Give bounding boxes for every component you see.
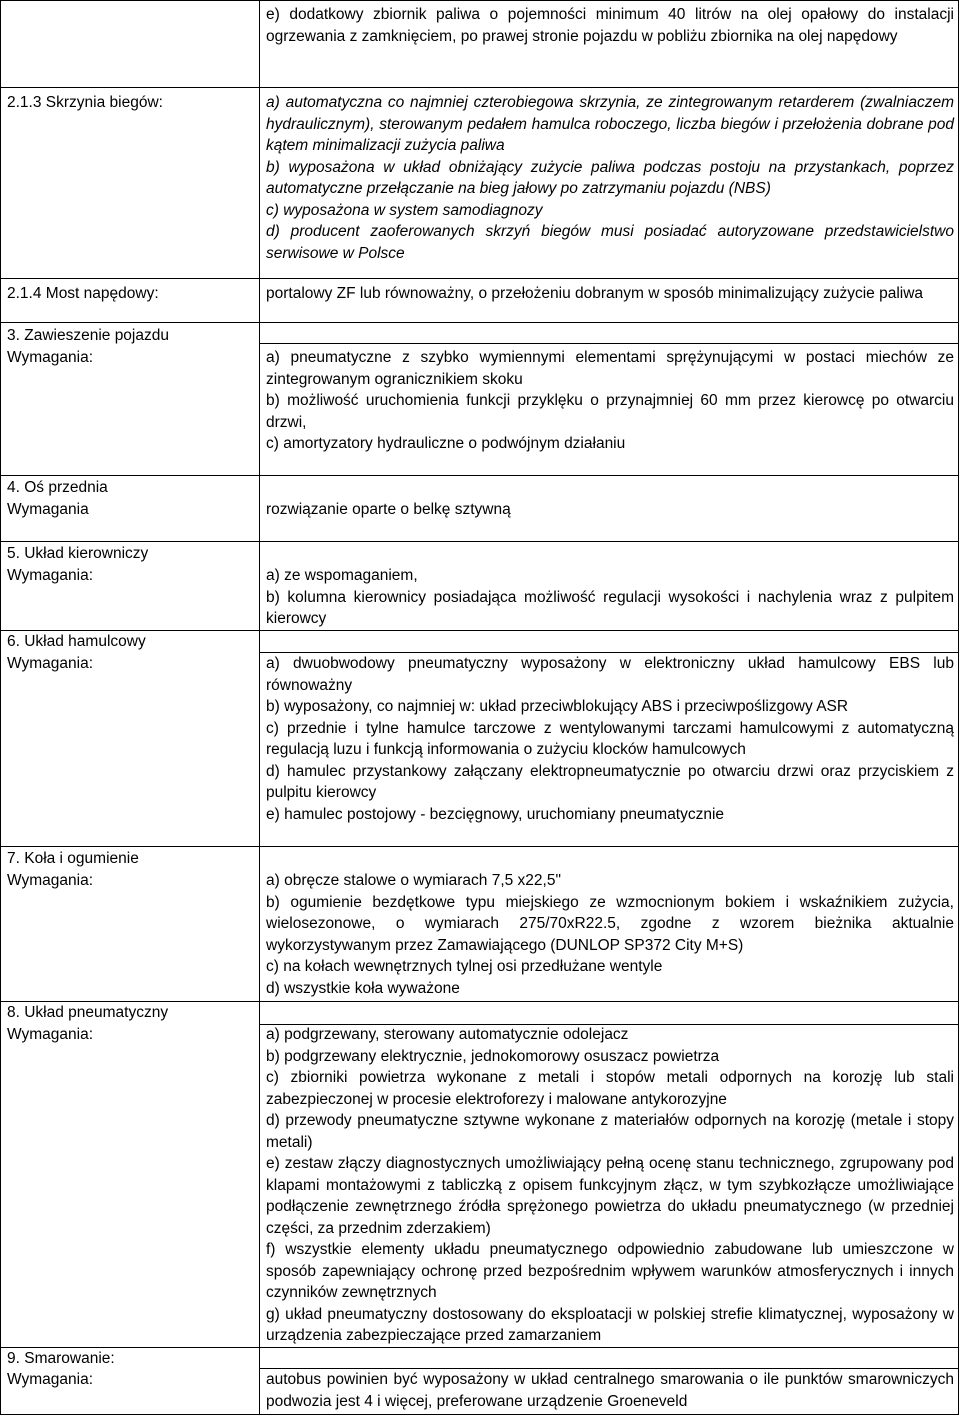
row-divider <box>0 322 959 323</box>
requirement-item: b) ogumienie bezdętkowe typu miejskiego ze wzmocnionym bokiem i wskaźnikiem zużycia, wielosezonowe, o wymiarach 275/70xR22.5, zgodne z wzorem bieżnika aktualnie wykorzystywanym przez Zamawiającego (DUNLOP SP372 City M+S) <box>266 893 954 954</box>
requirement-item: g) układ pneumatyczny dostosowany do eksploatacji w polskiej strefie klimatycznej, wyposażony w urządzenia zabezpieczające przed zamarzaniem <box>266 1305 954 1344</box>
requirement-item: portalowy ZF lub równoważny, o przełożeniu dobranym w sposób minimalizujący zużycie paliwa <box>266 285 924 302</box>
requirement-item: rozwiązanie oparte o belkę sztywną <box>266 501 511 518</box>
requirement-item: c) zbiorniki powietrza wykonane z metali i stopów metali odpornych na korozję lub stali zabezpieczonej w procesie elektroforezy i malowane antykorozyjne <box>266 1069 954 1108</box>
requirement-item: b) możliwość uruchomienia funkcji przyklęku o przynajmniej 60 mm przez kierowcę po otwarciu drzwi, <box>266 392 954 431</box>
requirement-item: a) automatyczna co najmniej czterobiegowa skrzynia, ze zintegrowanym retarderem (zwalniaczem hydraulicznym), sterowanym pedałem hamulca roboczego, liczba biegów i przełożenia dobrane pod kątem minimalizacji zużycia paliwa <box>266 94 954 154</box>
requirement-item: a) obręcze stalowe o wymiarach 7,5 x22,5" <box>266 872 561 889</box>
fuel-tank-requirement <box>266 4 954 47</box>
requirement-item: a) podgrzewany, sterowany automatycznie odolejacz <box>266 1026 629 1043</box>
requirement-item: c) amortyzatory hydrauliczne o podwójnym działaniu <box>266 435 626 452</box>
requirements-label: Wymagania: <box>7 1026 94 1043</box>
requirements-label: Wymagania <box>7 501 89 518</box>
row-divider <box>0 87 959 88</box>
section-title-pneumatic-system: 8. Układ pneumatyczny <box>7 1004 169 1021</box>
requirement-item: autobus powinien być wyposażony w układ centralnego smarowania o ile punktów smarowniczych podwozia jest 4 i więcej, preferowane urządzenie Groeneveld <box>266 1371 954 1410</box>
requirements-label: Wymagania: <box>7 1371 94 1388</box>
requirement-item: d) wszystkie koła wyważone <box>266 979 460 997</box>
row-divider <box>0 846 959 847</box>
requirements-label: Wymagania: <box>7 349 94 366</box>
row-divider <box>0 1347 959 1348</box>
requirement-item: d) przewody pneumatyczne sztywne wykonane z materiałów odpornych na korozję (metale i stopy metali) <box>266 1112 954 1151</box>
section-label-gearbox: 2.1.3 Skrzynia biegów: <box>7 94 163 111</box>
requirement-item: a) pneumatyczne z szybko wymiennymi elementami sprężynującymi w postaci miechów ze zintegrowanym ogranicznikiem skoku <box>266 349 954 388</box>
requirement-item: a) dwuobwodowy pneumatyczny wyposażony w elektroniczny układ hamulcowy EBS lub równoważny <box>266 655 954 694</box>
requirement-item: b) wyposażona w układ obniżający zużycie paliwa podczas postoju na przystankach, poprzez automatyczne przełączanie na bieg jałowy po zatrzymaniu pojazdu (NBS) <box>266 158 954 197</box>
row-divider <box>0 475 959 476</box>
requirements-label: Wymagania: <box>7 567 94 584</box>
table-right-border <box>958 0 959 1415</box>
suspension-requirements <box>266 347 954 455</box>
requirement-item: a) ze wspomaganiem, <box>266 567 418 584</box>
requirements-label: Wymagania: <box>7 655 94 672</box>
requirement-item: b) wyposażony, co najmniej w: układ przeciwblokujący ABS i przeciwpoślizgowy ASR <box>266 698 849 715</box>
requirement-item: d) producent zaoferowanych skrzyń biegów musi posiadać autoryzowane przedstawicielstwo serwisowe w Polsce <box>266 223 954 262</box>
row-divider <box>0 278 959 279</box>
requirement-item: f) wszystkie elementy układu pneumatycznego odpowiednio zabudowane lub umieszczone w sposób zapewniający ochronę przed bezpośrednim wpływem warunków atmosferycznych i innych czynników zewnętrznych <box>266 1241 954 1301</box>
section-title-front-axle: 4. Oś przednia <box>7 479 108 496</box>
section-title-suspension: 3. Zawieszenie pojazdu <box>7 327 169 344</box>
column-divider <box>259 0 260 1415</box>
section-title-brakes: 6. Układ hamulcowy <box>7 633 146 650</box>
requirement-item: e) dodatkowy zbiornik paliwa o pojemności minimum 40 litrów na olej opałowy do instalacji ogrzewania z zamknięciem, po prawej stronie pojazdu w pobliżu zbiornika na olej napędowy <box>266 6 954 45</box>
section-title-lubrication: 9. Smarowanie: <box>7 1350 115 1367</box>
section-title-wheels-tyres: 7. Koła i ogumienie <box>7 850 139 867</box>
row-divider <box>0 541 959 542</box>
row-divider <box>260 343 958 344</box>
steering-requirements <box>266 565 954 630</box>
requirement-item: e) hamulec postojowy - bezcięgnowy, uruchomiany pneumatycznie <box>266 805 725 823</box>
front-axle-requirements <box>266 499 954 521</box>
requirement-item: b) podgrzewany elektrycznie, jednokomorowy osuszacz powietrza <box>266 1047 720 1065</box>
drive-axle-requirements <box>266 283 954 305</box>
section-label-drive-axle: 2.1.4 Most napędowy: <box>7 285 159 302</box>
table-left-border <box>0 0 1 1415</box>
requirement-item: c) na kołach wewnętrznych tylnej osi przedłużane wentyle <box>266 958 663 975</box>
pneumatic-system-requirements <box>266 1024 954 1347</box>
requirement-item: b) kolumna kierownicy posiadająca możliwość regulacji wysokości i nachylenia wraz z pulpitem kierowcy <box>266 588 954 627</box>
section-title-steering: 5. Układ kierowniczy <box>7 545 149 562</box>
requirement-item: d) hamulec przystankowy załączany elektropneumatycznie po otwarciu drzwi oraz przyciskiem z pulpitu kierowcy <box>266 762 954 801</box>
brakes-requirements <box>266 653 954 825</box>
requirement-item: e) zestaw złączy diagnostycznych umożliwiający pełną ocenę stanu technicznego, zgrupowany pod klapami montażowymi z tabliczką z opisem funkcyjnym złącz, w tym szybkozłącze umożliwiające podłączenie zewnętrznego źródła sprężonego powietrza do układu pneumatycznego (w przedniej części, za przednim zderzakiem) <box>266 1155 954 1237</box>
requirement-item: c) przednie i tylne hamulce tarczowe z wentylowanymi tarczami hamulcowymi z automatyczną regulacją luzu i funkcją informowania o zużyciu klocków hamulcowych <box>266 719 954 758</box>
gearbox-requirements <box>266 92 954 264</box>
requirement-item: c) wyposażona w system samodiagnozy <box>266 201 543 219</box>
requirements-label: Wymagania: <box>7 872 94 889</box>
row-divider <box>0 0 959 1</box>
lubrication-requirements <box>266 1369 954 1412</box>
wheels-tyres-requirements <box>266 870 954 999</box>
